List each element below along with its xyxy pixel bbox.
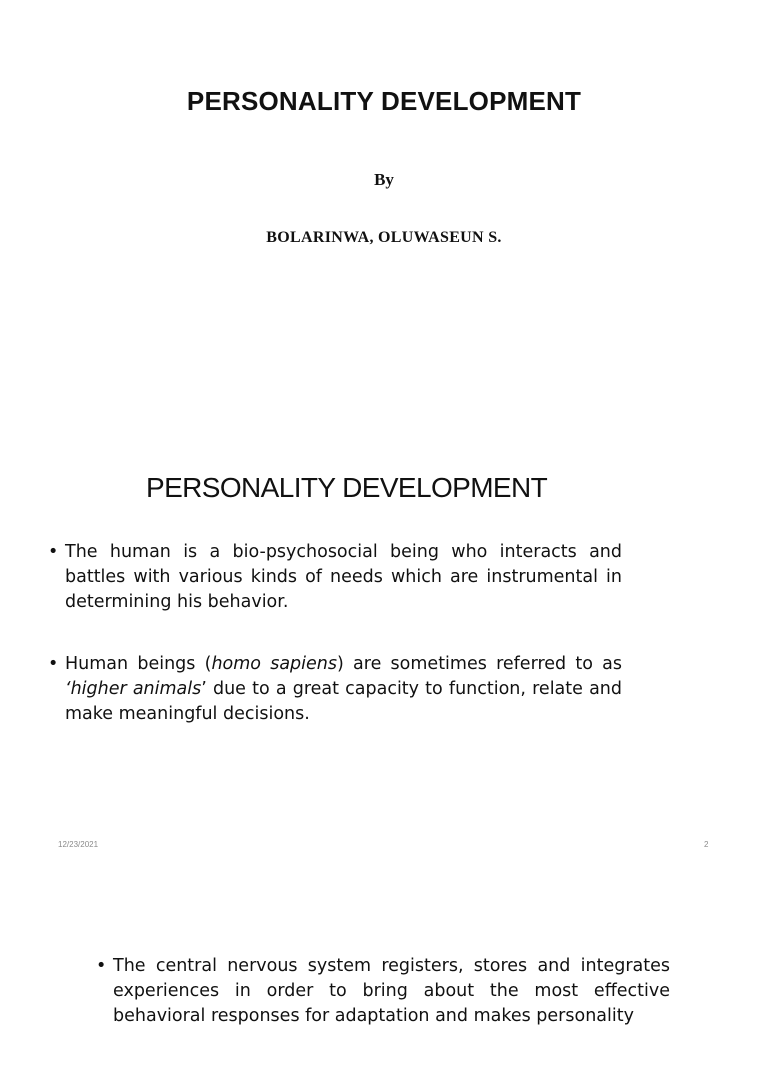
- slide-2-bullet-list: [48, 540, 622, 764]
- bullet-text-part: ) are sometimes referred to as: [337, 654, 622, 674]
- footer-date: 12/23/2021: [58, 840, 99, 849]
- bullet-icon: •: [48, 654, 59, 674]
- slide-3-bullet-list: [96, 954, 670, 1066]
- slide-3: [0, 860, 768, 1024]
- bullet-icon: •: [48, 542, 59, 562]
- byline-label: By: [374, 170, 394, 189]
- bullet-text: The central nervous system registers, stores and integrates experiences in order to bring about the most effective behavioral responses for adaptation and makes personality: [113, 956, 670, 1026]
- page-number: 2: [704, 840, 709, 849]
- bullet-icon: •: [96, 956, 107, 976]
- bullet-item: [96, 954, 670, 1029]
- bullet-text-italic: ‘higher animals: [65, 679, 202, 699]
- author-name: BOLARINWA, OLUWASEUN S.: [266, 229, 502, 246]
- slide-1: [0, 0, 768, 420]
- slide-1-title: PERSONALITY DEVELOPMENT: [186, 86, 582, 116]
- bullet-item: [48, 652, 622, 727]
- slide-2-title: PERSONALITY DEVELOPMENT: [146, 472, 548, 503]
- bullet-text-italic: homo sapiens: [211, 654, 337, 674]
- bullet-text-part: ’ due to a great capacity to function, relate and make meaningful decisions.: [65, 679, 622, 724]
- bullet-item: [48, 540, 622, 615]
- bullet-text: The human is a bio-psychosocial being who interacts and battles with various kinds of needs which are instrumental in determining his behavior.: [65, 542, 622, 612]
- slide-2: [0, 420, 768, 860]
- bullet-text-part: Human beings (: [65, 654, 212, 674]
